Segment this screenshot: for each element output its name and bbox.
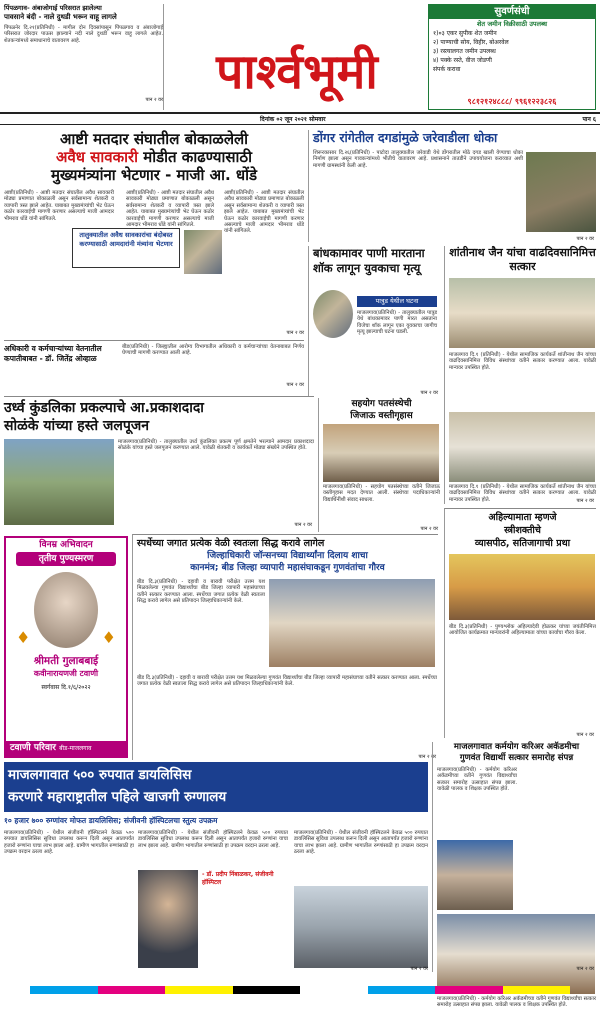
adhoti-body-3: आष्टी(प्रतिनिधी) - आष्टी मतदार संघातील अवैध सावकारी मोठ्या प्रमाणात बोकाळली असून सर्वसामान्य शेतकरी व व्यापारी त्रस्त झाले आहेत. याबाबत मुख्यमंत्र्यांची भेट घेऊन कठोर कारवाईची मागणी करणार असल्याचे माजी आमदार भीमराव धोंडे यांनी सांगितले. [224, 190, 304, 235]
dialysis-ward-photo [294, 886, 428, 968]
urdhva-photo [4, 439, 114, 525]
adhoti-photo [184, 230, 222, 274]
dongar-title: डोंगर रांगेतील दगडांमुळे जरेवाडीला धोका [313, 130, 498, 145]
masthead-rule [0, 112, 600, 114]
shanti-story [444, 246, 596, 504]
officers-body: बीड(प्रतिनिधी) - जिल्ह्यातील आरोग्य विभागातील अधिकारी व कर्मचाऱ्यांच्या वेतनाबाबत निर्णय घेण्याची मागणी करण्यात आली आहे. [122, 344, 304, 357]
top-left-more[interactable]: पान २ वर [145, 97, 163, 103]
dongar-more[interactable]: पान २ वर [576, 236, 594, 242]
shock-title: बांधकामावर पाणी मारताना शॉक लागून युवकाचा मृत्यू [313, 246, 425, 275]
obit-name1: श्रीमती गुलाबबाई [33, 655, 99, 667]
obit-candle-left: ♦ [16, 628, 31, 647]
adhoti-body: आष्टी(प्रतिनिधी) - आष्टी मतदार संघातील अवैध सावकारी मोठ्या प्रमाणात बोकाळली असून सर्वसामान्य शेतकरी व व्यापारी त्रस्त झाले आहेत. याबाबत मुख्यमंत्र्यांची भेट घेऊन कठोर कारवाईची मागणी करणार असल्याचे माजी आमदार भीमराव धोंडे यांनी सांगितले. [4, 190, 114, 222]
top-left-story [4, 4, 164, 110]
ad-line: २) पाण्याची सोय, विहीर, बोअरवेल [433, 39, 509, 46]
dongar-story [308, 130, 596, 242]
urdhva-body: माजलगाव(प्रतिनिधी) - तालुक्यातील उर्ध्व कुंडलिका प्रकल्प पूर्ण क्षमतेने भरल्याने आमदार प्रकाशदादा सोळंके यांच्या हस्ते जलपूजन करण्यात आले. यावेळी शेतकरी व कार्यकर्ते मोठ्या संख्येने उपस्थित होते. [118, 439, 314, 452]
shock-more[interactable]: पान २ वर [420, 390, 438, 396]
obit-candle-right: ♦ [101, 628, 116, 647]
obit-header: विनम्र अभिवादन [6, 538, 126, 552]
sahyog-title: सहयोग पतसंस्थेची जिजाऊ वस्तीगृहास [350, 399, 413, 421]
dialysis-quote: - डॉ. प्रदीप निंबाळकर, संजीवनी हॉस्पिटल [202, 871, 274, 886]
adhoti-more[interactable]: पान २ वर [286, 330, 304, 336]
ahilya-story [444, 508, 596, 738]
ahilya-title: अहिल्यामाता म्हणजे स्त्रीशक्तीचे व्यासपीठ, सतिजागाची प्रथा [474, 512, 571, 549]
shanti-more[interactable]: पान २ वर [576, 498, 594, 504]
ahilya-more[interactable]: पान २ वर [576, 732, 594, 738]
competition-body-2: बीड दि.३(प्रतिनिधी) - दहावी व बारावी परीक्षेत उत्तम यश मिळवलेल्या गुणवंत विद्यार्थ्यांचा बीड जिल्हा व्यापारी महासंघाच्या वतीने सत्कार करण्यात आला. स्पर्धेच्या जगात प्रत्येक वेळी स्वतःला सिद्ध करावे लागेल असे प्रतिपादन जिल्हाधिकाऱ्यांनी केले. [137, 675, 437, 688]
ad-sub: शेत जमीन विक्रीसाठी उपलब्ध [476, 20, 548, 28]
ahilya-body: बीड दि.३(प्रतिनिधी) - पुण्यश्लोक अहिल्यादेवी होळकर यांच्या जयंतीनिमित्त आयोजित कार्यक्रमात मान्यवरांनी अहिल्यामाता यांच्या कार्याचा गौरव केला. [449, 624, 596, 637]
obit-name2: कवीनारायणजी टवाणी [33, 669, 99, 678]
sahyog-story [318, 398, 440, 532]
shock-story [308, 246, 438, 396]
competition-story [132, 534, 438, 760]
dialysis-sub: १० हजार ७०० रुग्णांवर मोफत डायलिसिस; संजीवनी हॉस्पिटलचा स्तुत्य उपक्रम [4, 816, 218, 825]
urdhva-story [4, 396, 314, 530]
dongar-body: शिरूरकासार दि.२६(प्रतिनिधी) - पाटोदा तालुक्यातील जरेवाडी येथे डोंगरातील मोठे दगड खाली येण्याचा धोका निर्माण झाला असून गावकऱ्यांमध्ये भीतीचे वातावरण आहे. प्रशासनाने तातडीने उपाययोजना कराव्यात अशी मागणी ग्रामस्थांनी केली आहे. [313, 150, 523, 169]
dialysis-more[interactable]: पान २ वर [410, 966, 428, 972]
officers-more[interactable]: पान २ वर [286, 382, 304, 388]
date-rule [0, 124, 600, 125]
adhoti-body-2: आष्टी(प्रतिनिधी) - आष्टी मतदार संघातील अवैध सावकारी मोठ्या प्रमाणात बोकाळली असून सर्वसामान्य शेतकरी व व्यापारी त्रस्त झाले आहेत. याबाबत मुख्यमंत्र्यांची भेट घेऊन कठोर कारवाईची मागणी करणार असल्याचे माजी आमदार भीमराव धोंडे यांनी सांगितले. [126, 190, 214, 229]
top-left-headline: पिंपळगाव- अंबाजोगाई परिसरात झालेल्या पावसाने बंदी - नाले दुथडी भरून वाहू लागले [4, 4, 117, 21]
competition-sub: जिल्हाधिकारी जॉन्सनच्या विद्यार्थ्यांना दिलाय शाचा कानमंत्र; बीड जिल्हा व्यापारी महासंघाकडून गुणवंतांचा गौरव [190, 551, 385, 573]
urdhva-more[interactable]: पान २ वर [294, 522, 312, 528]
dialysis-body: माजलगाव(प्रतिनिधी) - येथील संजीवनी हॉस्पिटलने केवळ ५०० रुपयात डायलिसिस सुविधा उपलब्ध करून दिली असून आतापर्यंत हजारो रुग्णांना याचा लाभ झाला आहे. ग्रामीण भागातील रुग्णांसाठी हा उपक्रम वरदान ठरला आहे. [4, 830, 134, 856]
academy-group-photo [437, 914, 595, 994]
obituary-box [4, 536, 128, 758]
officers-story [4, 340, 304, 390]
ad-line: संपर्क करावा [433, 66, 461, 73]
date-line: दिनांक ०२ जून २०२१ सोमवार [260, 116, 326, 123]
page-label: पान ६ [582, 116, 596, 123]
shock-tag: पात्रुड येथील घटना [357, 296, 437, 307]
shock-body: माजलगाव(प्रतिनिधी) - तालुक्यातील पात्रुड येथे बांधकामावर पाणी मारत असताना विजेचा शॉक लागून एका युवकाचा जागीच मृत्यू झाल्याची घटना घडली. [357, 310, 437, 336]
shanti-caption: माजलगाव दि.१ (प्रतिनिधी) - येथील सामाजिक कार्यकर्ते शांतीनाथ जैन यांच्या वाढदिवसानिमित्त विविध संस्थांच्या वतीने सत्कार करण्यात आला. यावेळी मान्यवर उपस्थित होते. [449, 484, 596, 503]
ad-line: १)०३ एकर सुपीक शेत जमीन [433, 30, 497, 37]
obit-died: स्वर्गवास दि.१/६/२०२२ [41, 684, 91, 691]
academy-caption: माजलगाव(प्रतिनिधी) - कर्मयोग करिअर अकॅडमीच्या वतीने गुणवंत विद्यार्थ्यांचा सत्कार समारोह उत्साहात संपन्न झाला. यावेळी पालक व शिक्षक उपस्थित होते. [437, 996, 596, 1009]
dialysis-story [4, 830, 428, 972]
ad-title: सुवर्णसंधी [429, 5, 595, 19]
shanti-photo [449, 278, 595, 348]
competition-more[interactable]: पान २ वर [418, 754, 436, 760]
dialysis-body-2: माजलगाव(प्रतिनिधी) - येथील संजीवनी हॉस्पिटलने केवळ ५०० रुपयात डायलिसिस सुविधा उपलब्ध करून दिली असून आतापर्यंत हजारो रुग्णांना याचा लाभ झाला आहे. ग्रामीण भागातील रुग्णांसाठी हा उपक्रम वरदान ठरला आहे. [138, 830, 288, 849]
print-color-bar [30, 986, 570, 994]
shanti-body: माजलगाव दि.१ (प्रतिनिधी) - येथील सामाजिक कार्यकर्ते शांतीनाथ जैन यांच्या वाढदिवसानिमित्त विविध संस्थांच्या वतीने सत्कार करण्यात आला. यावेळी मान्यवर उपस्थित होते. [449, 352, 596, 371]
dialysis-banner [4, 762, 428, 812]
ad-line: ४) पक्के रस्ते, वीज जोडणी [433, 57, 492, 64]
academy-body: माजलगाव(प्रतिनिधी) - कर्मयोग करिअर अकॅडमीच्या वतीने गुणवंत विद्यार्थ्यांचा सत्कार समारोह उत्साहात संपन्न झाला. यावेळी पालक व शिक्षक उपस्थित होते. [437, 767, 517, 793]
adhoti-story [4, 130, 304, 336]
shanti-title: शांतीनाथ जैन यांचा वाढदिवसानिमित्त सत्कार [449, 246, 596, 273]
sahyog-more[interactable]: पान २ वर [420, 526, 438, 532]
academy-photo [437, 840, 513, 910]
sahyog-photo [323, 424, 439, 482]
ad-phone: ९८१२१२४८८८/ ९९६१२२३८२६ [467, 97, 557, 106]
sahyog-body: माजलगाव(प्रतिनिधी) - सहयोग पतसंस्थेच्या वतीने जिजाऊ वस्तीगृहास मदत देण्यात आली. संस्थेच्या पदाधिकाऱ्यांनी विद्यार्थिनींशी संवाद साधला. [323, 484, 440, 503]
dialysis-doctor-photo [138, 870, 198, 968]
ahilya-photo [449, 554, 595, 620]
masthead-title: पार्श्वभूमी [216, 44, 378, 100]
adhoti-headline: आष्टी मतदार संघातील बोकाळलेली अवैध सावकारी मोडीत काढण्यासाठी मुख्यमंत्र्यांना भेटणार - माजी आ. धोंडे [50, 130, 258, 184]
obit-family: टवाणी परिवार बीड-माजलगाव [6, 741, 126, 756]
competition-body: बीड दि.३(प्रतिनिधी) - दहावी व बारावी परीक्षेत उत्तम यश मिळवलेल्या गुणवंत विद्यार्थ्यांचा बीड जिल्हा व्यापारी महासंघाच्या वतीने सत्कार करण्यात आला. स्पर्धेच्या जगात प्रत्येक वेळी स्वतःला सिद्ध करावे लागेल असे प्रतिपादन जिल्हाधिकाऱ्यांनी केले. [137, 579, 265, 605]
dongar-photo [526, 152, 596, 232]
urdhva-title: उर्ध्व कुंडलिका प्रकल्पाचे आ.प्रकाशदादा सोळंके यांच्या हस्ते जलपूजन [4, 400, 204, 434]
academy-more[interactable]: पान २ वर [576, 966, 594, 972]
top-right-ad [428, 4, 596, 110]
shock-photo [313, 290, 353, 338]
competition-photo [269, 579, 435, 667]
ad-lines [429, 29, 595, 74]
obit-anniv: तृतीय पुण्यस्मरण [16, 552, 116, 566]
academy-story [432, 742, 596, 1009]
officers-title: अधिकारी व कर्मचाऱ्यांच्या वेतनातील कपातीबाबत - डॉ. जितेंद्र ओव्हाळ [4, 344, 102, 363]
obit-photo [34, 572, 98, 648]
adhoti-inset: तालुक्यातील अवैध सावकारांचा बंदोबस्त करण्यासाठी आमदारांनी मंत्र्यांना भेटणार [72, 228, 180, 268]
ad-line: ३) रस्त्यालगत जमीन उपलब्ध [433, 48, 496, 55]
dialysis-body-3: माजलगाव(प्रतिनिधी) - येथील संजीवनी हॉस्पिटलने केवळ ५०० रुपयात डायलिसिस सुविधा उपलब्ध करून दिली असून आतापर्यंत हजारो रुग्णांना याचा लाभ झाला आहे. ग्रामीण भागातील रुग्णांसाठी हा उपक्रम वरदान ठरला आहे. [294, 830, 428, 856]
shanti-photo-2 [449, 412, 595, 482]
competition-title: स्पर्धेच्या जगात प्रत्येक वेळी स्वतःला सिद्ध करावे लागेल [137, 538, 325, 549]
academy-title: माजलगावात कर्मयोग करिअर अकॅडमीचा गुणवंत विद्यार्थी सत्कार समारोह संपन्न [453, 742, 580, 763]
top-left-body: पिंपळनेर दि.२१(प्रतिनिधी) - मागील दोन दिवसांपासून पिंपळगाव व अंबाजोगाई परिसरात जोरदार पाऊस झाल्याने नदी नाले दुथडी भरून वाहू लागले आहेत. शेतकऱ्यांमध्ये समाधानाचे वातावरण आहे. [4, 25, 163, 44]
dialysis-title: माजलगावात ५०० रुपयात डायलिसिस करणारे महाराष्ट्रातील पहिले खाजगी रुग्णालय [8, 767, 227, 805]
